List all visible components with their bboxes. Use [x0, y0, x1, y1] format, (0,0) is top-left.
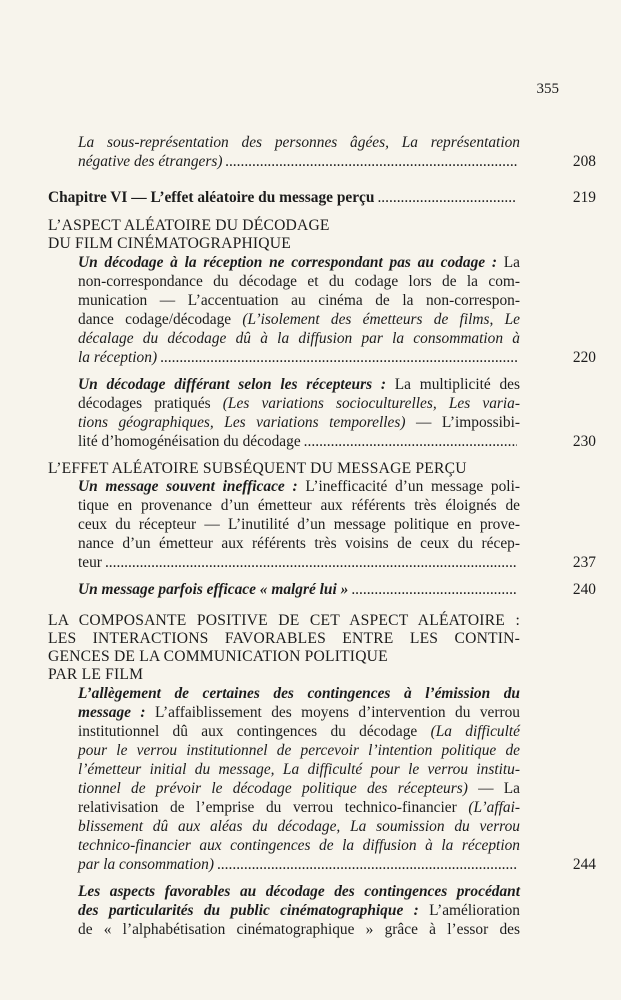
- toc-line: Un message souvent inefficace : L’inefficacité d’un message poli-: [78, 478, 520, 495]
- toc-line: dance codage/décodage (L’isolement des émetteurs de films, Le: [78, 311, 520, 328]
- section-heading: DU FILM CINÉMATOGRAPHIQUE: [48, 235, 291, 252]
- toc-line: des particularités du public cinématographique : L’amélioration: [78, 902, 520, 919]
- toc-entry[interactable]: teur ..... 237: [78, 553, 520, 572]
- toc-line: message : L’affaiblissement des moyens d’intervention du verrou: [78, 704, 520, 721]
- toc-page-ref: 237: [572, 554, 596, 571]
- toc-page-ref: 219: [572, 189, 596, 206]
- section-heading: LES INTERACTIONS FAVORABLES ENTRE LES CONTIN-: [48, 630, 520, 647]
- toc-line: Les aspects favorables au décodage des contingences procédant: [78, 883, 520, 900]
- section-heading: L’ASPECT ALÉATOIRE DU DÉCODAGE: [48, 217, 330, 234]
- toc-entry[interactable]: la réception) ..... 220: [78, 348, 520, 367]
- toc-line: de « l’alphabétisation cinématographique » grâce à l’essor des: [78, 921, 520, 938]
- toc-line: technico-financier aux contingences de la diffusion à la réception: [78, 837, 520, 854]
- toc-line: blissement dû aux aléas du décodage, La soumission du verrou: [78, 818, 520, 835]
- toc-line: L’allègement de certaines des contingences à l’émission du: [78, 685, 520, 702]
- toc-line: institutionnel dû aux contingences du décodage (La difficulté: [78, 723, 520, 740]
- toc-line: tionnel de prévoir le décodage politique des récepteurs) — La: [78, 780, 520, 797]
- toc-line: décodages pratiqués (Les variations socioculturelles, Les varia-: [78, 395, 520, 412]
- section-heading: PAR LE FILM: [48, 666, 144, 683]
- page-number: 355: [536, 81, 559, 97]
- toc-page-ref: 244: [572, 856, 596, 873]
- toc-entry[interactable]: par la consommation) ..... 244: [78, 855, 520, 874]
- section-heading: L’EFFET ALÉATOIRE SUBSÉQUENT DU MESSAGE PERÇU: [48, 460, 467, 477]
- toc-entry[interactable]: négative des étrangers) ..... 208: [78, 152, 520, 171]
- toc-line: pour le verrou institutionnel de percevoir l’intention politique de: [78, 742, 520, 759]
- toc-page-ref: 240: [572, 581, 596, 598]
- toc-line: tique en provenance d’un émetteur aux référents très éloignés de: [78, 497, 520, 514]
- toc-line: munication — L’accentuation au cinéma de la non-correspon-: [78, 292, 520, 309]
- toc-line: non-correspondance du décodage et du codage lors de la com-: [78, 273, 520, 290]
- section-heading: LA COMPOSANTE POSITIVE DE CET ASPECT ALÉATOIRE :: [48, 612, 520, 629]
- chapter-entry[interactable]: [48, 188, 596, 207]
- toc-line: nance d’un émetteur aux référents très voisins de ceux du récep-: [78, 535, 520, 552]
- chapter-title: Chapitre VI — L’effet aléatoire du message perçu: [48, 189, 375, 206]
- toc-entry[interactable]: lité d’homogénéisation du décodage ..... 230: [78, 432, 520, 451]
- toc-page-ref: 220: [572, 349, 596, 366]
- toc-entry[interactable]: Un message parfois efficace « malgré lui » ..... 240: [78, 580, 520, 599]
- toc-line: décalage du décodage dû à la diffusion par la consommation à: [78, 330, 520, 347]
- section-heading: GENCES DE LA COMMUNICATION POLITIQUE: [48, 648, 388, 665]
- toc-line: Un décodage à la réception ne correspondant pas au codage : La: [78, 254, 520, 271]
- toc-page-ref: 230: [572, 433, 596, 450]
- toc-line: tions géographiques, Les variations temporelles) — L’impossibi-: [78, 414, 520, 431]
- toc-line: relativisation de l’emprise du verrou technico-financier (L’affai-: [78, 799, 520, 816]
- toc-line: Un décodage différant selon les récepteurs : La multiplicité des: [78, 376, 521, 393]
- toc-line: La sous-représentation des personnes âgées, La représentation: [78, 134, 520, 151]
- toc-line: ceux du récepteur — L’inutilité d’un message politique en prove-: [78, 516, 520, 533]
- toc-line: l’émetteur initial du message, La difficulté pour le verrou institu-: [78, 761, 520, 778]
- toc-page-ref: 208: [572, 153, 596, 170]
